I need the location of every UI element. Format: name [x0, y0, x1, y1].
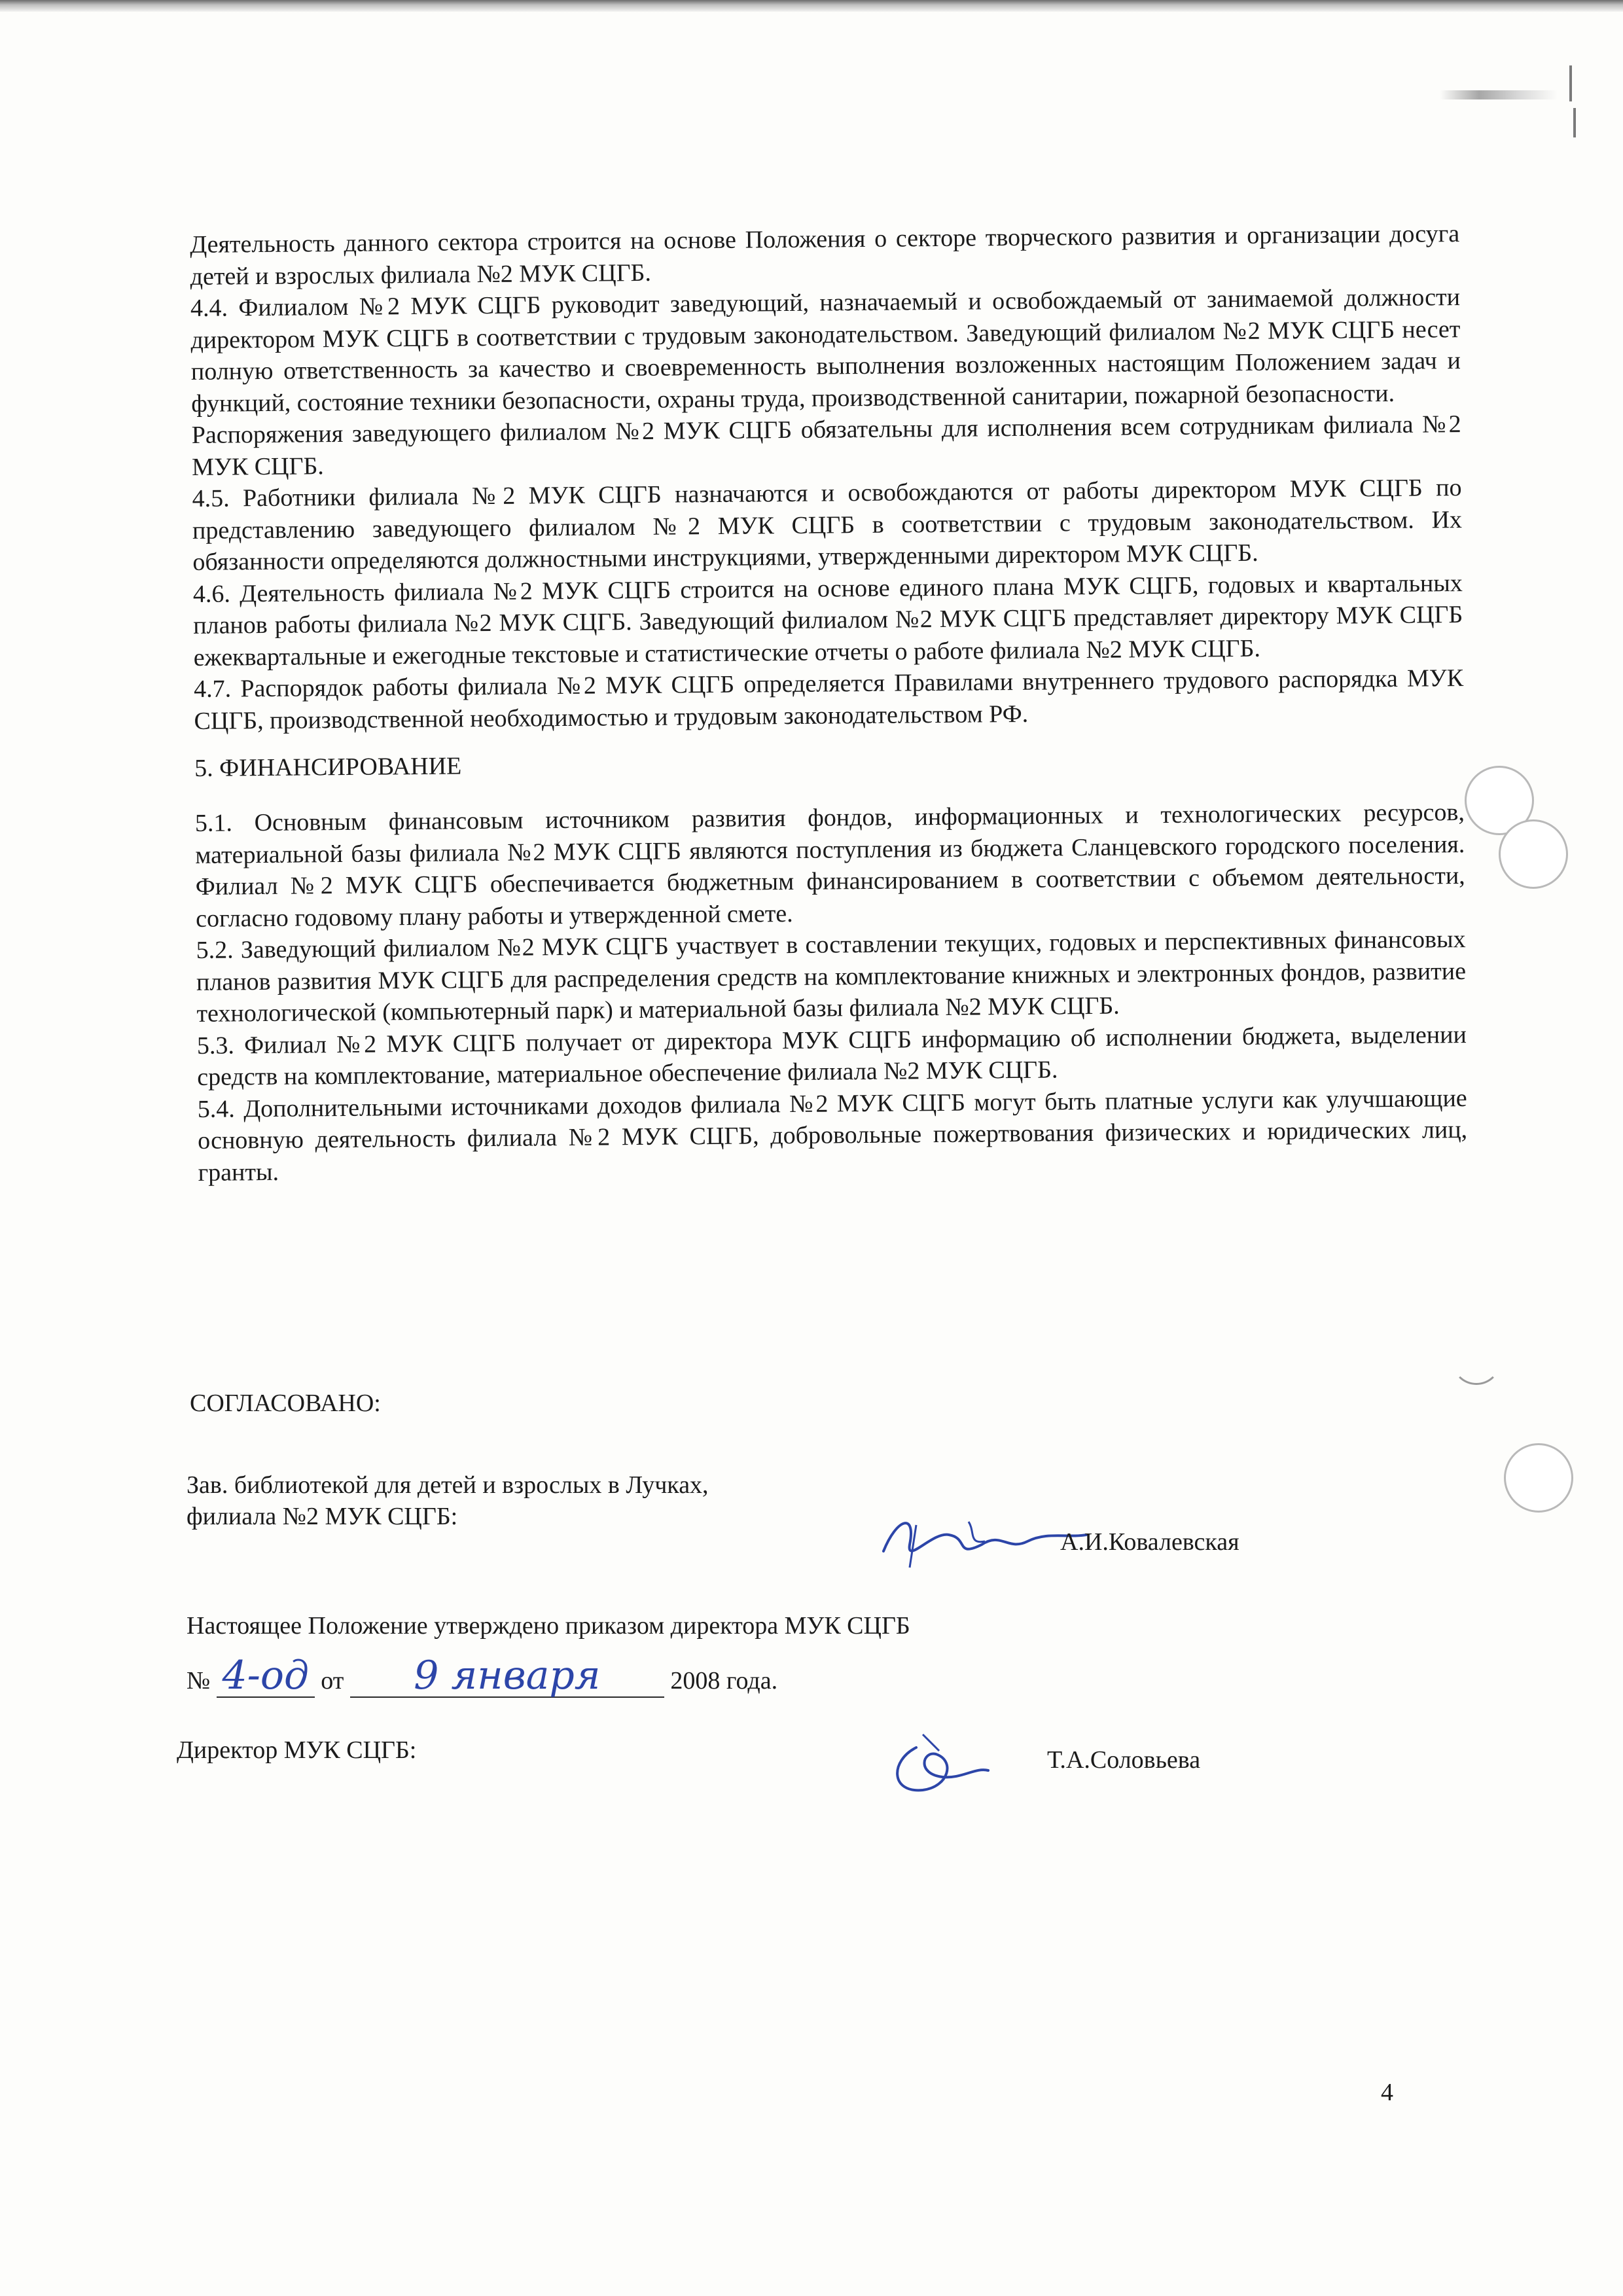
agreed-label: СОГЛАСОВАНО: [190, 1390, 381, 1417]
scan-artifact [1569, 65, 1572, 101]
agreed-position: филиала №2 МУК СЦГБ: [187, 1503, 458, 1530]
paragraph: 4.5. Работники филиала №2 МУК СЦГБ назначаются и освобождаются от работы директором МУК СЦГБ по представлению заведующего филиалом №2 МУК СЦГБ в соответствии с трудовым законодательством. Их обязанности определяются должностными инструкциями, утвержденными директором МУК СЦГБ. [192, 474, 1463, 576]
order-year: 2008 года. [670, 1667, 778, 1695]
signature-kovalevskaya [870, 1505, 1093, 1577]
paragraph: 4.4. Филиалом №2 МУК СЦГБ руководит заведующий, назначаемый и освобождаемый от занимаемой должности директором МУК СЦГБ в соответствии с трудовым законодательством. Заведующий филиалом №2 МУК СЦГБ несет полную ответственность за качество и своевременность выполнения возложенных настоящим Положением задач и функций, состояние техники безопасности, охраны труда, производственной санитарии, пожарной безопасности. [190, 283, 1461, 418]
punch-hole [1504, 1443, 1573, 1513]
order-no-label: № [187, 1667, 211, 1695]
agreed-name: А.И.Ковалевская [1060, 1528, 1240, 1556]
section-title: 5. ФИНАНСИРОВАНИЕ [194, 752, 462, 782]
approval-text: Настоящее Положение утверждено приказом директора МУК СЦГБ [187, 1612, 910, 1640]
paragraph: 4.7. Распорядок работы филиала №2 МУК СЦГБ определяется Правилами внутреннего трудового распорядка МУК СЦГБ, производственной необходимостью и трудовым законодательством РФ. [193, 664, 1464, 735]
order-no-field [217, 1653, 315, 1698]
director-label: Директор МУК СЦГБ: [177, 1736, 417, 1764]
document-page [190, 218, 1468, 1189]
paragraph: 5.3. Филиал №2 МУК СЦГБ получает от директора МУК СЦГБ информацию об исполнении бюджета, выделении средств на комплектование, материальное обеспечение филиала №2 МУК СЦГБ. [196, 1020, 1467, 1091]
order-no-value: 4-од [222, 1653, 310, 1698]
director-name: Т.А.Соловьева [1047, 1746, 1201, 1774]
signature-solovyeva [877, 1721, 1008, 1806]
agreed-position: Зав. библиотекой для детей и взрослых в Лучках, [187, 1471, 709, 1499]
paragraph: 5.1. Основным финансовым источником развития фондов, информационных и технологических ресурсов, материальной базы филиала №2 МУК СЦГБ являются поступления из бюджета Сланцевского городского поселения. Филиал №2 МУК СЦГБ обеспечивается бюджетным финансированием в соответствии с объемом деятельности, согласно годовому плану работы и утвержденной смете. [194, 798, 1465, 933]
order-from-label: от [321, 1667, 344, 1695]
order-date-value: 9 января [414, 1653, 601, 1698]
punch-hole [1499, 819, 1568, 889]
paragraph: 5.4. Дополнительными источниками доходов филиала №2 МУК СЦГБ могут быть платные услуги как улучшающие основную деятельность филиала №2 МУК СЦГБ, добровольные пожертвования физических и юридических лиц, гранты. [197, 1084, 1468, 1187]
page-number: 4 [1381, 2079, 1393, 2106]
scan-artifact [1573, 108, 1576, 137]
paragraph: Распоряжения заведующего филиалом №2 МУК СЦГБ обязательны для исполнения всем сотрудникам филиала №2 МУК СЦГБ. [191, 410, 1461, 481]
scan-artifact [1440, 90, 1558, 99]
punch-hole-shadow [1452, 1335, 1501, 1385]
scan-top-edge [0, 0, 1623, 12]
paragraph: 4.6. Деятельность филиала №2 МУК СЦГБ строится на основе единого плана МУК СЦГБ, годовых и квартальных планов работы филиала №2 МУК СЦГБ. Заведующий филиалом №2 МУК СЦГБ представляет директору МУК СЦГБ ежеквартальные и ежегодные текстовые и статистические отчеты о работе филиала №2 МУК СЦГБ. [192, 569, 1463, 672]
paragraph: 5.2. Заведующий филиалом №2 МУК СЦГБ участвует в составлении текущих, годовых и перспективных финансовых планов развития МУК СЦГБ для распределения средств на комплектование книжных и электронных фондов, развитие технологической (компьютерный парк) и материальной базы филиала №2 МУК СЦГБ. [196, 925, 1467, 1028]
order-date-field [350, 1653, 664, 1698]
paragraph: Деятельность данного сектора строится на основе Положения о секторе творческого развития и организации досуга детей и взрослых филиала №2 МУК СЦГБ. [190, 220, 1460, 291]
order-line [187, 1653, 778, 1698]
